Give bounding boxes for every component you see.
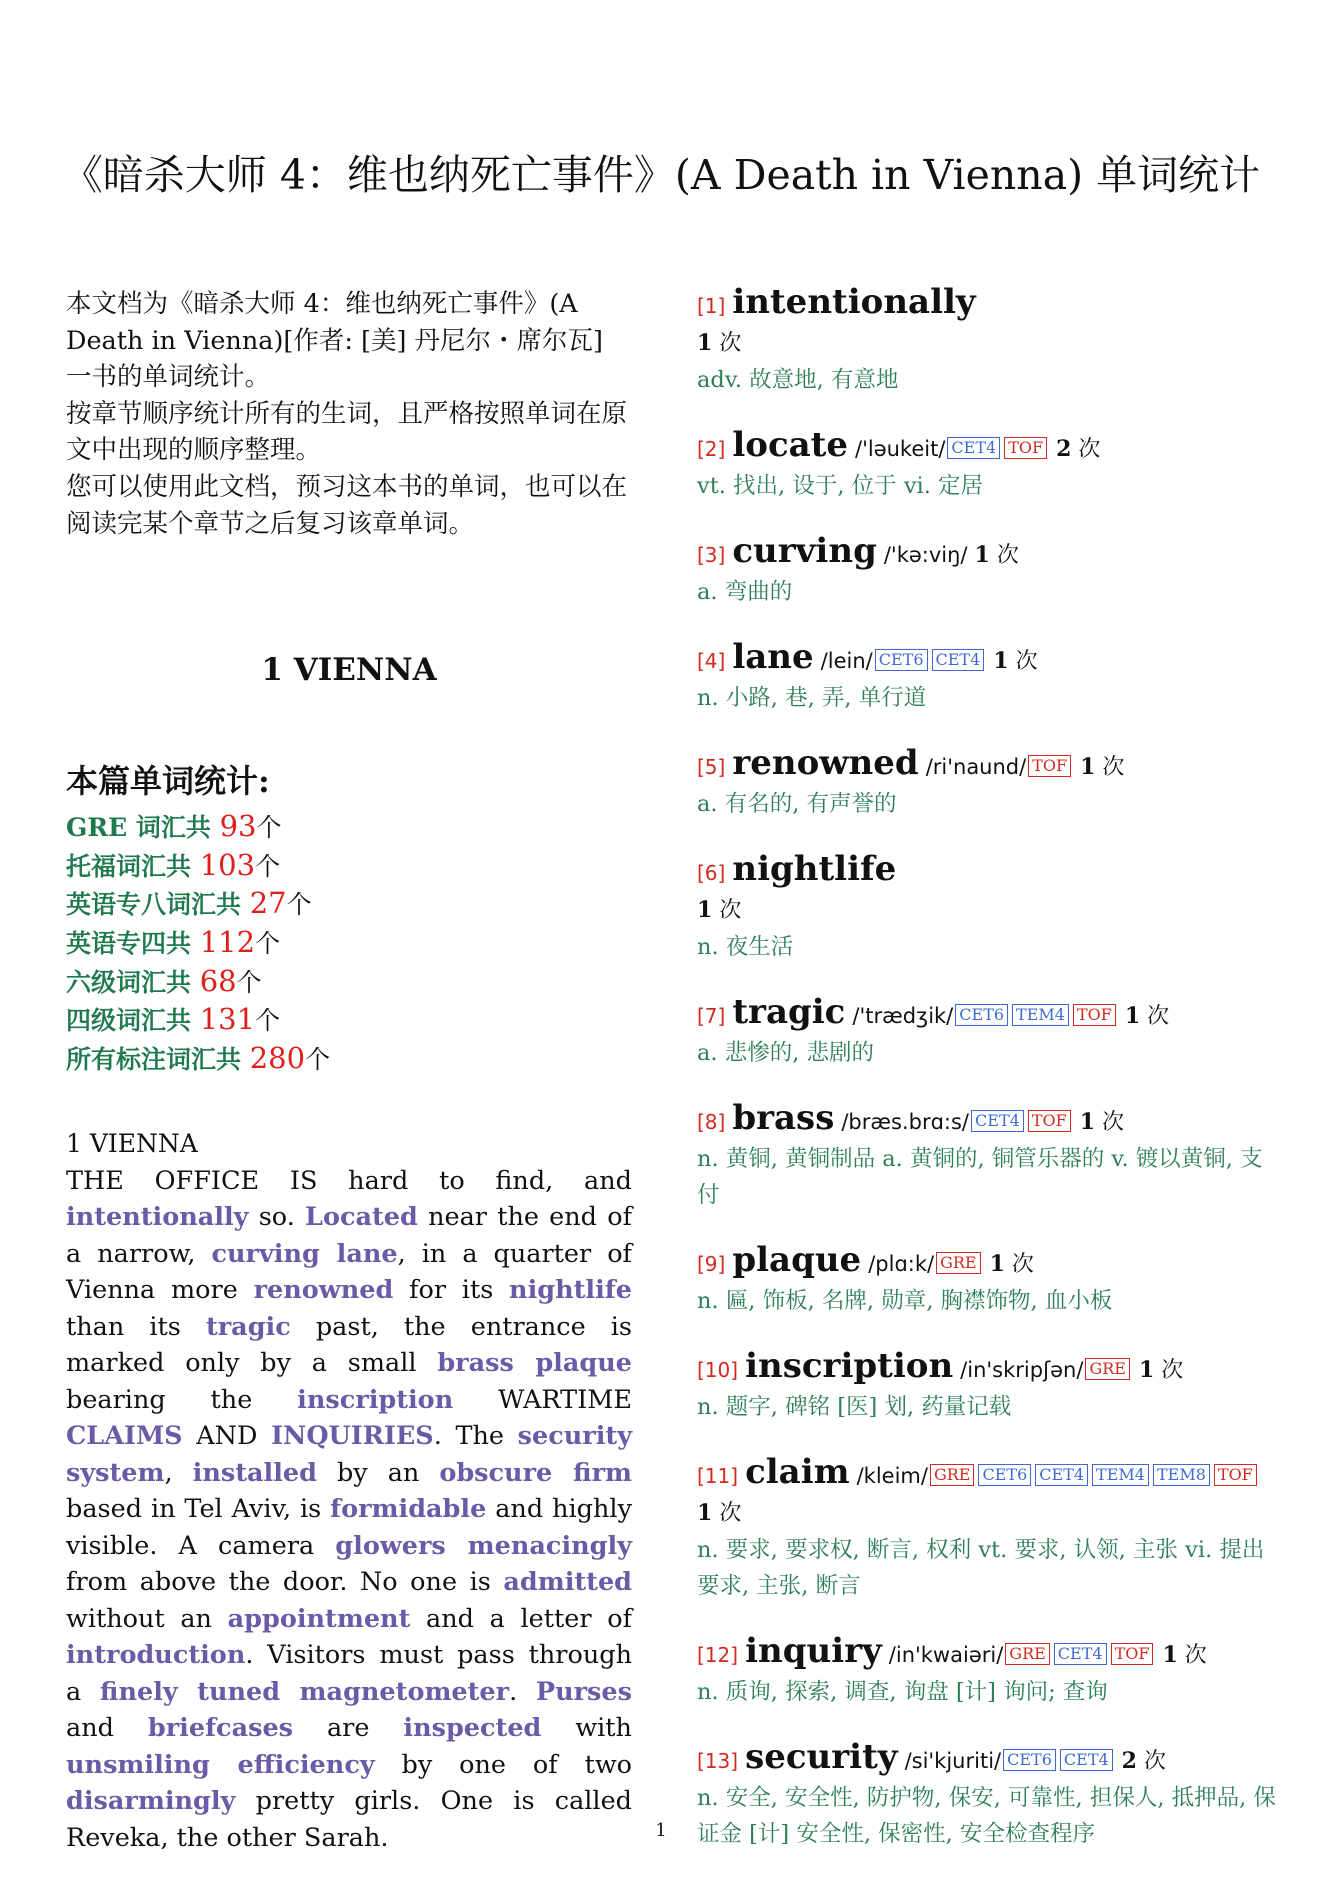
exam-tag: CET4 [1060, 1749, 1113, 1771]
stat-line [66, 1040, 632, 1079]
entry-word: tragic [732, 992, 846, 1032]
entry-head [697, 639, 1277, 680]
vocab-entry [697, 1454, 1277, 1604]
exam-tag: GRE [930, 1464, 975, 1486]
passage-text: by an [316, 1457, 440, 1488]
passage-text: . [509, 1676, 536, 1707]
stat-label: 英语专八词汇共 [66, 890, 250, 920]
entry-definition: n. 匾, 饰板, 名牌, 勋章, 胸襟饰物, 血小板 [697, 1288, 1113, 1314]
entry-head [697, 745, 1277, 786]
entry-count: 1 [1080, 754, 1096, 780]
stat-value: 93 [219, 809, 257, 844]
stat-line [66, 1001, 632, 1040]
entry-index: [9] [697, 1252, 726, 1276]
entry-index: [2] [697, 437, 726, 461]
entry-definition: n. 小路, 巷, 弄, 单行道 [697, 685, 927, 711]
entry-head [697, 1633, 1277, 1674]
entry-count-unit: 次 [1147, 1004, 1170, 1029]
entry-phonetic: /'trædʒik/ [852, 1004, 954, 1028]
stat-value: 131 [199, 1002, 256, 1037]
exam-tag: TOF [1028, 1110, 1071, 1132]
highlighted-word: obscure firm [439, 1457, 632, 1488]
intro-paragraph: 您可以使用此文档，预习这本书的单词，也可以在阅读完某个章节之后复习该章单词。 [66, 471, 628, 539]
entry-word: security [745, 1737, 898, 1777]
entry-definition: n. 要求, 要求权, 断言, 权利 vt. 要求, 认领, 主张 vi. 提出要求, 主张, 断言 [697, 1537, 1265, 1599]
entry-count: 2 [1056, 436, 1072, 462]
stat-label: 英语专四共 [66, 928, 200, 958]
entry-word: claim [745, 1452, 850, 1492]
chapter-heading: 1 VIENNA [261, 652, 437, 689]
highlighted-word: introduction [66, 1640, 246, 1671]
entry-phonetic: /kleim/ [856, 1464, 928, 1488]
exam-tag: CET4 [947, 437, 1000, 459]
entry-head [697, 1739, 1277, 1780]
passage-text: and [66, 1713, 148, 1744]
passage-text: from above the door. No one is [66, 1567, 504, 1598]
entry-index: [8] [697, 1110, 726, 1134]
exam-tag: GRE [1085, 1358, 1130, 1380]
stat-label: 托福词汇共 [66, 851, 200, 881]
entry-definition: n. 夜生活 [697, 934, 794, 960]
stat-unit: 个 [286, 890, 312, 920]
highlighted-word: intentionally [66, 1202, 249, 1233]
exam-tag: CET4 [1035, 1464, 1088, 1486]
passage-text: AND [182, 1421, 272, 1452]
entry-count-unit: 次 [1143, 1749, 1166, 1774]
stat-unit: 个 [256, 813, 282, 843]
highlighted-word: installed [192, 1457, 317, 1488]
entry-count-unit: 次 [1078, 437, 1101, 462]
highlighted-word: inspected [403, 1713, 542, 1744]
highlighted-word: tragic [205, 1311, 291, 1342]
entry-definition: adv. 故意地, 有意地 [697, 367, 899, 393]
entry-phonetic: /'kə:viŋ/ [883, 543, 968, 567]
entry-word: renowned [732, 743, 919, 783]
exam-tag: CET6 [875, 649, 928, 671]
stat-label: 四级词汇共 [66, 1006, 200, 1036]
entry-count-unit: 次 [719, 331, 742, 356]
highlighted-word: finely tuned magnetometer [99, 1676, 510, 1707]
entry-index: [1] [697, 294, 726, 318]
highlighted-word: unsmiling efficiency [66, 1749, 375, 1780]
passage-text: . Visitors must pass through a [66, 1640, 632, 1707]
entry-word: plaque [732, 1240, 862, 1280]
entry-count: 1 [697, 1500, 713, 1526]
passage-text: THE OFFICE IS hard to find, and [66, 1165, 632, 1196]
stat-value: 103 [199, 847, 256, 882]
passage-text: by one of two [374, 1749, 632, 1780]
entry-count-unit: 次 [1102, 1110, 1125, 1135]
passage-text: and highly visible. A camera [66, 1494, 632, 1561]
stat-line [66, 963, 632, 1002]
entry-word: inscription [745, 1346, 954, 1386]
entry-word: inquiry [745, 1631, 882, 1671]
vocab-entry [697, 1633, 1277, 1710]
passage-text: . The [433, 1421, 518, 1452]
entry-count-unit: 次 [1011, 1252, 1034, 1277]
passage-text: than its [66, 1311, 206, 1342]
entry-count-unit: 次 [719, 1501, 742, 1526]
page-title: 《暗杀大师 4：维也纳死亡事件》(A Death in Vienna) 单词统计 [61, 151, 1261, 199]
intro-paragraph: 按章节顺序统计所有的生词，且严格按照单词在原文中出现的顺序整理。 [66, 398, 628, 466]
entry-definition: n. 质询, 探索, 调查, 询盘 [计] 询问; 查询 [697, 1679, 1108, 1705]
passage-text: are [293, 1713, 404, 1744]
intro-paragraph: 本文档为《暗杀大师 4：维也纳死亡事件》(A Death in Vienna)[作者: [美] 丹尼尔・席尔瓦] 一书的单词统计。 [66, 289, 604, 393]
entry-definition: a. 弯曲的 [697, 579, 793, 605]
entry-index: [7] [697, 1004, 726, 1028]
highlighted-word: inscription [297, 1384, 454, 1415]
exam-tag: TOF [1073, 1004, 1116, 1026]
entry-count-unit: 次 [1102, 755, 1125, 780]
passage-text: WARTIME [453, 1384, 632, 1415]
entry-index: [11] [697, 1464, 739, 1488]
entry-head [697, 1454, 1277, 1532]
highlighted-word: appointment [227, 1603, 411, 1634]
passage-text: pretty girls. One is called Reveka, the other Sarah. [66, 1786, 632, 1853]
entry-count-unit: 次 [1015, 649, 1038, 674]
entry-head [697, 1348, 1277, 1389]
entry-phonetic: /plɑ:k/ [868, 1252, 935, 1276]
highlighted-word: curving lane [211, 1238, 398, 1269]
vocab-entry [697, 851, 1277, 965]
entry-index: [4] [697, 649, 726, 673]
chapter-passage [66, 1163, 632, 1857]
stat-value: 112 [199, 924, 256, 959]
entry-definition: n. 黄铜, 黄铜制品 a. 黄铜的, 铜管乐器的 v. 镀以黄铜, 支付 [697, 1146, 1263, 1208]
entry-index: [10] [697, 1358, 739, 1382]
exam-tag: TEM4 [1092, 1464, 1149, 1486]
passage-text: bearing the [66, 1384, 298, 1415]
entry-phonetic: /si'kjuriti/ [904, 1749, 1002, 1773]
intro [66, 286, 632, 542]
highlighted-word: formidable [330, 1494, 487, 1525]
highlighted-word: CLAIMS [66, 1421, 183, 1452]
vocab-entry [697, 639, 1277, 716]
entry-count: 1 [989, 1251, 1005, 1277]
highlighted-word: glowers menacingly [335, 1530, 632, 1561]
entry-phonetic: /lein/ [820, 649, 873, 673]
entry-count-unit: 次 [996, 543, 1019, 568]
stat-unit: 个 [305, 1044, 331, 1074]
entry-phonetic: /in'skripʃən/ [960, 1358, 1084, 1382]
entry-phonetic: /in'kwaiəri/ [888, 1643, 1004, 1667]
entry-index: [5] [697, 755, 726, 779]
vocab-entry [697, 284, 1277, 398]
passage-text: for its [393, 1275, 510, 1306]
vocab-entry [697, 1242, 1277, 1319]
highlighted-word: disarmingly [66, 1786, 236, 1817]
highlighted-word: briefcases [147, 1713, 294, 1744]
vocab-entry [697, 1348, 1277, 1425]
entry-head [697, 533, 1277, 574]
entry-head [697, 427, 1277, 468]
stat-value: 68 [199, 963, 237, 998]
page-number: 1 [655, 1820, 667, 1841]
entry-word: curving [732, 531, 877, 571]
passage-text: so. [248, 1202, 306, 1233]
entry-count-unit: 次 [1161, 1358, 1184, 1383]
entry-word: nightlife [732, 849, 897, 889]
stat-line [66, 885, 632, 924]
entry-word: brass [732, 1098, 835, 1138]
entry-count: 1 [1124, 1003, 1141, 1029]
exam-tag: CET4 [971, 1110, 1024, 1132]
left-column [66, 286, 632, 1856]
vocabulary-list [697, 284, 1277, 1881]
stat-line [66, 847, 632, 886]
stat-label: GRE 词汇共 [66, 813, 220, 843]
vocab-entry [697, 994, 1277, 1071]
entry-phonetic: /bræs.brɑ:s/ [841, 1110, 970, 1134]
entry-index: [6] [697, 861, 726, 885]
exam-tag: TOF [1214, 1464, 1257, 1486]
entry-count: 1 [1079, 1109, 1095, 1135]
passage-text: , in a quarter of Vienna more [66, 1238, 632, 1306]
highlighted-word: security system [66, 1421, 633, 1488]
entry-count: 2 [1121, 1748, 1137, 1774]
highlighted-word: renowned [253, 1275, 394, 1306]
entry-head [697, 1100, 1277, 1141]
passage-text: based in Tel Aviv, is [66, 1494, 331, 1525]
exam-tag: CET6 [978, 1464, 1031, 1486]
exam-tag: GRE [936, 1252, 981, 1274]
entry-count-unit: 次 [719, 898, 742, 923]
entry-count: 1 [1138, 1357, 1155, 1383]
entry-phonetic: /'ləukeit/ [855, 437, 946, 461]
chapter-text-title: 1 VIENNA [66, 1129, 198, 1159]
vocab-entry [697, 745, 1277, 822]
stats-list [66, 808, 632, 1078]
entry-definition: a. 有名的, 有声誉的 [697, 791, 897, 817]
stat-line [66, 808, 632, 847]
entry-word: intentionally [732, 282, 976, 322]
entry-head [697, 284, 1277, 362]
entry-head [697, 1242, 1277, 1283]
vocab-entry [697, 533, 1277, 610]
passage-text: near the end of a narrow, [66, 1202, 633, 1269]
stats-title: 本篇单词统计: [66, 762, 270, 801]
exam-tag: TOF [1004, 437, 1047, 459]
passage-text: and a letter of [410, 1603, 633, 1634]
entry-count: 1 [974, 542, 990, 568]
entry-count-unit: 次 [1184, 1643, 1207, 1668]
entry-definition: vt. 找出, 设于, 位于 vi. 定居 [697, 473, 984, 499]
stat-value: 280 [249, 1040, 306, 1075]
entry-definition: n. 安全, 安全性, 防护物, 保安, 可靠性, 担保人, 抵押品, 保证金 [计] 安全性, 保密性, 安全检查程序 [697, 1785, 1276, 1847]
stat-label: 六级词汇共 [66, 967, 200, 997]
entry-count: 1 [697, 897, 713, 923]
entry-index: [12] [697, 1643, 739, 1667]
stat-label: 所有标注词汇共 [66, 1044, 250, 1074]
entry-index: [13] [697, 1749, 739, 1773]
entry-definition: n. 题字, 碑铭 [医] 划, 药量记载 [697, 1394, 1012, 1420]
highlighted-word: Located [305, 1202, 418, 1233]
stat-value: 27 [249, 886, 287, 921]
entry-phonetic: /ri'naund/ [925, 755, 1027, 779]
passage-text: , [164, 1457, 193, 1488]
passage-text: without an [66, 1603, 228, 1634]
passage-text: with [541, 1713, 632, 1744]
exam-tag: GRE [1005, 1643, 1050, 1665]
exam-tag: CET4 [932, 649, 985, 671]
entry-index: [3] [697, 543, 726, 567]
exam-tag: TEM4 [1012, 1004, 1069, 1026]
entry-definition: a. 悲惨的, 悲剧的 [697, 1040, 875, 1066]
entry-count: 1 [697, 330, 713, 356]
stat-unit: 个 [236, 967, 262, 997]
stat-unit: 个 [255, 851, 281, 881]
entry-head [697, 851, 1277, 929]
highlighted-word: admitted [503, 1567, 632, 1598]
entry-count: 1 [1162, 1642, 1178, 1668]
stat-line [66, 924, 632, 963]
exam-tag: TOF [1111, 1643, 1154, 1665]
vocab-entry [697, 1100, 1277, 1213]
entry-word: locate [732, 425, 849, 465]
entry-word: lane [732, 637, 814, 677]
entry-count: 1 [993, 648, 1009, 674]
highlighted-word: nightlife [509, 1275, 632, 1306]
stat-unit: 个 [255, 928, 281, 958]
exam-tag: CET6 [955, 1004, 1008, 1026]
exam-tag: CET6 [1003, 1749, 1056, 1771]
entry-head [697, 994, 1277, 1035]
highlighted-word: INQUIRIES [271, 1421, 434, 1452]
exam-tag: TOF [1028, 755, 1071, 777]
exam-tag: CET4 [1054, 1643, 1107, 1665]
highlighted-word: Purses [535, 1676, 632, 1707]
highlighted-word: brass plaque [437, 1348, 632, 1379]
stat-unit: 个 [255, 1006, 281, 1036]
passage-text: past, the entrance is marked only by a small [66, 1311, 633, 1379]
vocab-entry [697, 427, 1277, 504]
exam-tag: TEM8 [1153, 1464, 1210, 1486]
